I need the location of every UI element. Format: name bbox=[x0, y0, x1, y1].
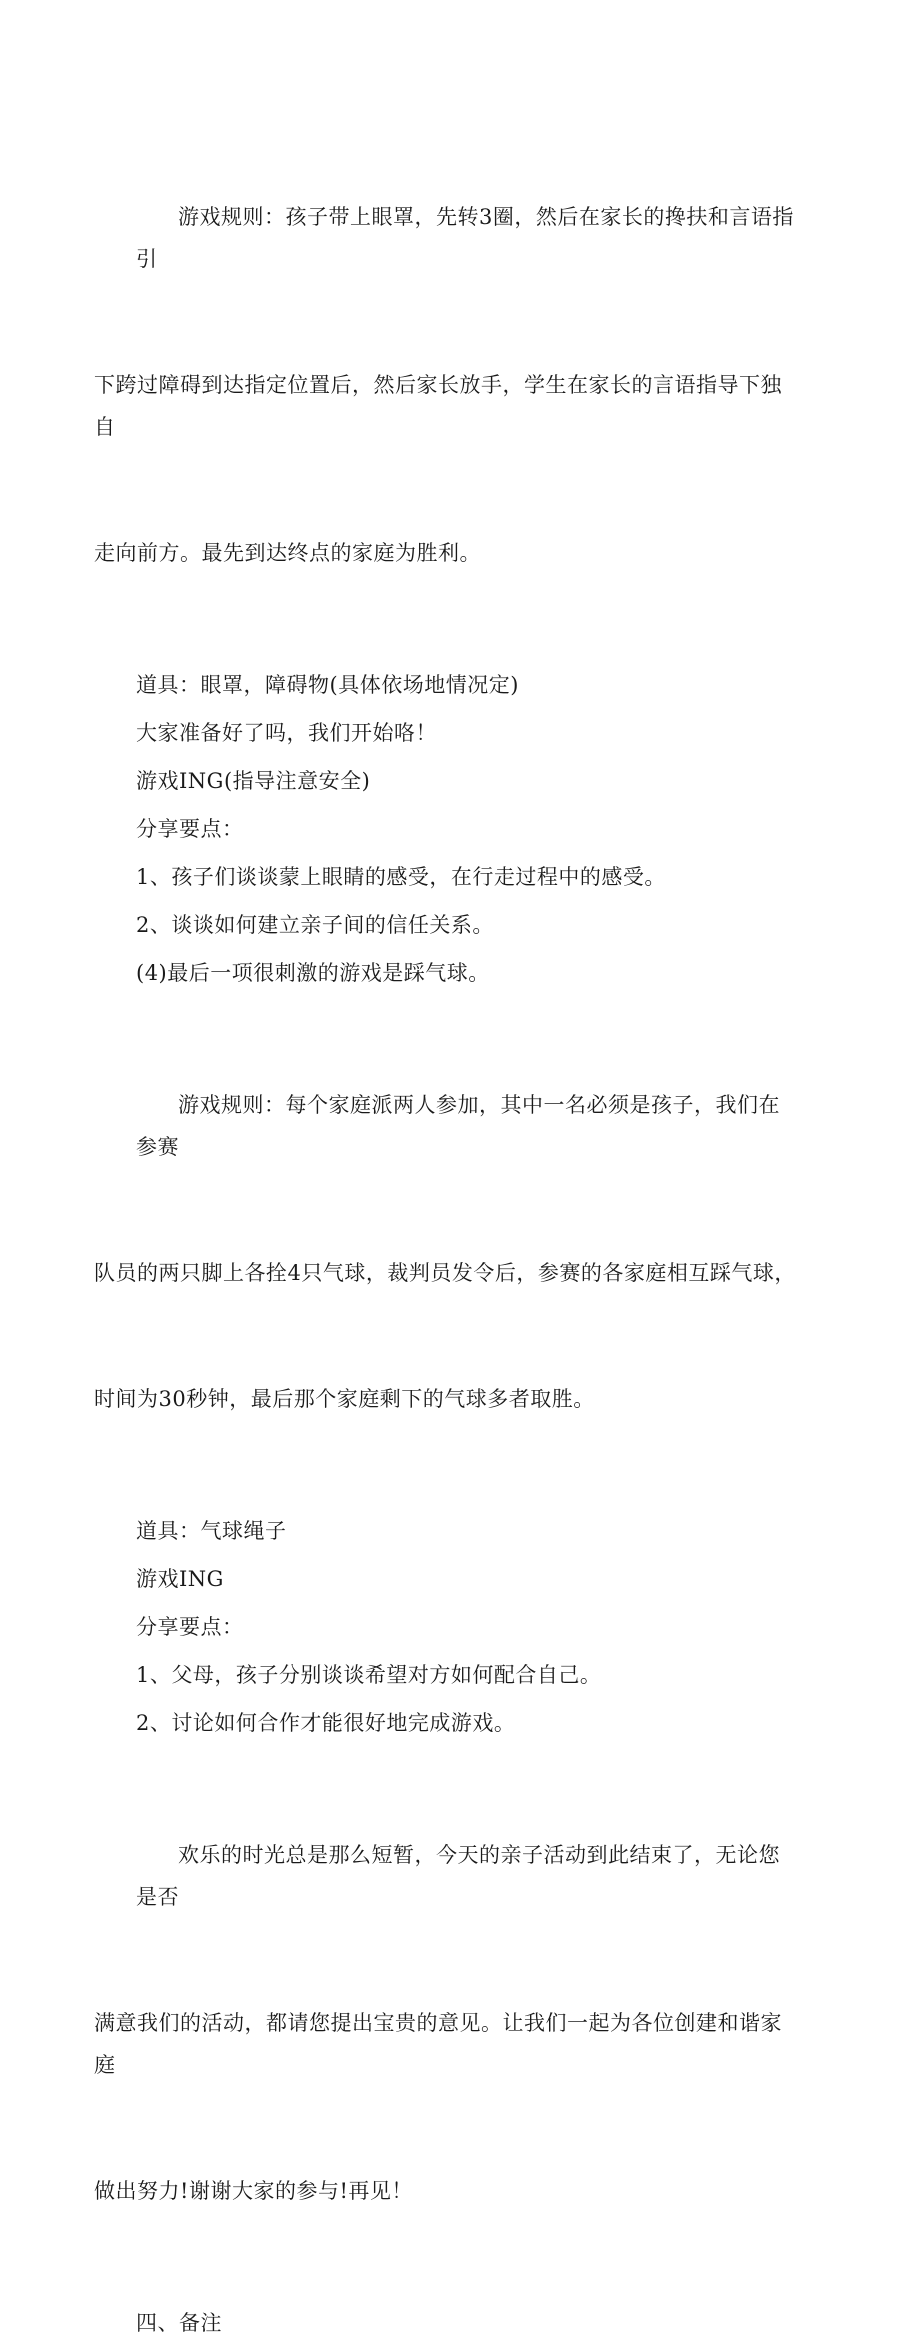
paragraph-props-2: 道具：气球绳子 bbox=[136, 1519, 287, 1543]
text-line: 时间为30秒钟，最后那个家庭剩下的气球多者取胜。 bbox=[94, 1387, 595, 1411]
paragraph-game-ing-2: 游戏ING bbox=[136, 1567, 224, 1591]
paragraph-game-4-title: (4)最后一项很刺激的游戏是踩气球。 bbox=[136, 961, 490, 985]
paragraph-share-points-1: 分享要点： bbox=[136, 817, 244, 841]
text-line: 欢乐的时光总是那么短暂，今天的亲子活动到此结束了，无论您是否 bbox=[136, 1843, 780, 1909]
paragraph-game-rules-1 bbox=[94, 112, 800, 658]
text-line: 下跨过障碍到达指定位置后，然后家长放手，学生在家长的言语指导下独自 bbox=[94, 373, 782, 439]
document-body bbox=[94, 112, 800, 2350]
paragraph-share-item-1: 1、孩子们谈谈蒙上眼睛的感受，在行走过程中的感受。 bbox=[136, 865, 666, 889]
paragraph-share-item-2: 2、谈谈如何建立亲子间的信任关系。 bbox=[136, 913, 494, 937]
paragraph-closing bbox=[94, 1750, 800, 2296]
paragraph-share-item-4: 2、讨论如何合作才能很好地完成游戏。 bbox=[136, 1711, 516, 1735]
text-line: 做出努力!谢谢大家的参与!再见！ bbox=[94, 2179, 413, 2203]
text-line: 走向前方。最先到达终点的家庭为胜利。 bbox=[94, 541, 481, 565]
paragraph-game-ing-1: 游戏ING(指导注意安全) bbox=[136, 769, 371, 793]
paragraph-props-1: 道具：眼罩，障碍物(具体依场地情况定) bbox=[136, 673, 519, 697]
paragraph-game-rules-2 bbox=[94, 1000, 800, 1504]
paragraph-share-points-2: 分享要点： bbox=[136, 1615, 244, 1639]
text-line: 游戏规则：孩子带上眼罩，先转3圈，然后在家长的搀扶和言语指引 bbox=[136, 205, 794, 271]
text-line: 游戏规则：每个家庭派两人参加，其中一名必须是孩子，我们在参赛 bbox=[136, 1093, 780, 1159]
paragraph-ready: 大家准备好了吗，我们开始咯！ bbox=[136, 721, 437, 745]
section-heading-remarks: 四、备注 bbox=[136, 2311, 222, 2335]
text-line: 满意我们的活动，都请您提出宝贵的意见。让我们一起为各位创建和谐家庭 bbox=[94, 2011, 782, 2077]
paragraph-share-item-3: 1、父母，孩子分别谈谈希望对方如何配合自己。 bbox=[136, 1663, 602, 1687]
text-line: 队员的两只脚上各拴4只气球，裁判员发令后，参赛的各家庭相互踩气球， bbox=[94, 1261, 796, 1285]
